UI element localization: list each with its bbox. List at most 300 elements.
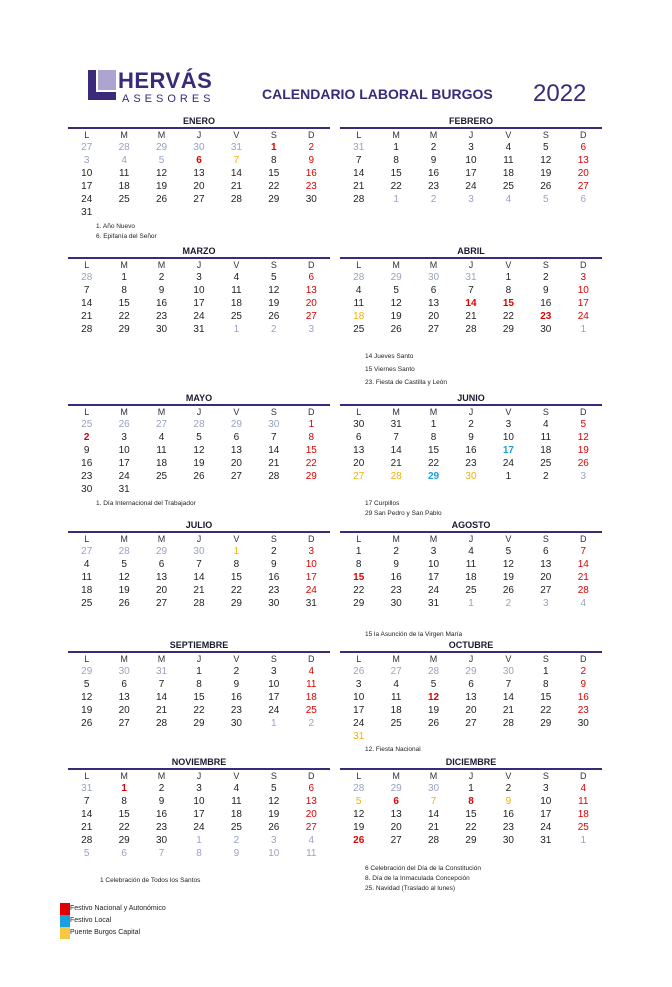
holiday-note: 23. Fiesta de Castilla y León bbox=[365, 379, 448, 386]
week-row bbox=[340, 323, 602, 336]
week-row bbox=[68, 558, 330, 571]
day-cell bbox=[490, 730, 527, 743]
day-cell: 6 bbox=[580, 194, 587, 205]
day-cell: 31 bbox=[230, 142, 242, 153]
weekday-header: D bbox=[308, 654, 315, 664]
day-cell: 28 bbox=[577, 585, 589, 596]
week-row bbox=[68, 180, 330, 193]
day-cell: 23 bbox=[427, 181, 440, 192]
day-cell: 8 bbox=[308, 432, 315, 443]
day-cell: 27 bbox=[81, 142, 93, 153]
day-cell: 14 bbox=[193, 572, 205, 583]
day-cell: 29 bbox=[305, 471, 317, 482]
week-row bbox=[340, 180, 602, 193]
day-cell: 10 bbox=[353, 692, 365, 703]
day-cell: 15 bbox=[230, 572, 242, 583]
day-cell: 5 bbox=[430, 679, 437, 690]
day-cell: 16 bbox=[502, 809, 514, 820]
day-cell: 19 bbox=[577, 445, 589, 456]
day-cell: 5 bbox=[543, 194, 549, 205]
day-cell: 20 bbox=[577, 168, 589, 179]
month-divider bbox=[68, 531, 330, 533]
day-cell: 4 bbox=[468, 546, 474, 557]
week-row bbox=[68, 418, 330, 431]
day-cell: 18 bbox=[502, 168, 514, 179]
holiday-note: 15 Viernes Santo bbox=[365, 366, 415, 373]
day-cell: 29 bbox=[502, 324, 514, 335]
day-cell: 29 bbox=[81, 666, 93, 677]
page-year: 2022 bbox=[533, 80, 587, 107]
day-cell: 11 bbox=[81, 572, 92, 583]
week-row bbox=[68, 795, 330, 808]
weekday-header: M bbox=[429, 260, 438, 270]
weekday-header: J bbox=[468, 654, 474, 664]
month-divider bbox=[68, 127, 330, 129]
month-name: JUNIO bbox=[457, 393, 485, 403]
day-cell: 26 bbox=[193, 471, 205, 482]
day-cell: 31 bbox=[118, 484, 130, 495]
month-febrero bbox=[340, 116, 602, 206]
day-cell: 8 bbox=[121, 285, 127, 296]
day-cell: 14 bbox=[268, 445, 280, 456]
day-cell: 8 bbox=[196, 679, 202, 690]
week-row bbox=[68, 284, 330, 297]
day-cell: 4 bbox=[505, 142, 512, 153]
day-cell: 7 bbox=[271, 432, 277, 443]
weekday-header: M bbox=[429, 654, 438, 664]
day-cell: 29 bbox=[118, 324, 130, 335]
day-cell: 2 bbox=[393, 546, 399, 557]
day-cell: 26 bbox=[81, 718, 93, 729]
holiday-note: 29 San Pedro y San Pablo bbox=[365, 510, 442, 517]
day-cell: 31 bbox=[465, 272, 477, 283]
day-cell: 22 bbox=[305, 458, 317, 469]
day-cell: 2 bbox=[158, 783, 165, 794]
day-cell: 25 bbox=[230, 311, 242, 322]
weekday-header: M bbox=[157, 407, 166, 417]
weekday-header: L bbox=[356, 260, 362, 270]
month-grid bbox=[68, 260, 330, 336]
day-cell: 24 bbox=[427, 585, 440, 596]
day-cell: 23 bbox=[155, 311, 168, 322]
day-cell: 29 bbox=[390, 783, 402, 794]
month-grid bbox=[340, 771, 602, 847]
day-cell: 30 bbox=[268, 598, 280, 609]
day-cell: 5 bbox=[271, 783, 277, 794]
day-cell: 1 bbox=[393, 194, 399, 205]
day-cell: 21 bbox=[353, 181, 365, 192]
day-cell: 25 bbox=[155, 471, 168, 482]
day-cell: 19 bbox=[193, 458, 205, 469]
day-cell: 7 bbox=[158, 848, 165, 859]
day-cell: 25 bbox=[230, 822, 242, 833]
day-cell: 15 bbox=[353, 572, 365, 583]
week-row bbox=[340, 704, 602, 717]
day-cell: 8 bbox=[468, 796, 474, 807]
day-cell: 24 bbox=[118, 471, 130, 482]
weekday-header: M bbox=[157, 130, 166, 140]
day-cell: 21 bbox=[81, 311, 93, 322]
day-cell: 7 bbox=[580, 546, 587, 557]
weekday-header: D bbox=[308, 407, 315, 417]
day-cell: 3 bbox=[543, 598, 549, 609]
day-cell: 13 bbox=[390, 809, 402, 820]
day-cell: 28 bbox=[118, 546, 130, 557]
month-grid bbox=[68, 534, 330, 610]
day-cell: 26 bbox=[155, 194, 168, 205]
day-cell: 11 bbox=[578, 796, 589, 807]
day-cell: 28 bbox=[390, 471, 402, 482]
day-cell: 4 bbox=[233, 783, 240, 794]
weekday-header: V bbox=[233, 534, 240, 544]
day-cell: 1 bbox=[233, 546, 240, 557]
day-cell: 6 bbox=[121, 679, 127, 690]
day-cell: 30 bbox=[155, 324, 168, 335]
day-cell: 3 bbox=[83, 155, 90, 166]
day-cell: 27 bbox=[390, 835, 402, 846]
day-cell: 11 bbox=[390, 692, 402, 703]
weekday-header: V bbox=[233, 771, 240, 781]
day-cell: 7 bbox=[233, 155, 240, 166]
weekday-header: S bbox=[270, 130, 277, 140]
day-cell: 12 bbox=[81, 692, 93, 703]
day-cell bbox=[180, 483, 217, 496]
day-cell: 17 bbox=[305, 572, 317, 583]
month-name: SEPTIEMBRE bbox=[169, 640, 229, 650]
day-cell: 11 bbox=[306, 679, 317, 690]
month-divider bbox=[68, 651, 330, 653]
day-cell: 24 bbox=[540, 822, 552, 833]
month-divider bbox=[340, 768, 602, 770]
month-septiembre bbox=[68, 640, 330, 730]
holiday-notes bbox=[96, 222, 157, 242]
week-row bbox=[340, 717, 602, 730]
day-cell: 4 bbox=[580, 783, 587, 794]
weekday-header: D bbox=[308, 130, 315, 140]
day-cell: 31 bbox=[540, 835, 552, 846]
day-cell: 26 bbox=[390, 324, 402, 335]
day-cell: 14 bbox=[230, 168, 242, 179]
day-cell: 29 bbox=[427, 471, 440, 482]
day-cell: 24 bbox=[465, 181, 477, 192]
day-cell: 16 bbox=[390, 572, 402, 583]
holiday-notes bbox=[365, 352, 447, 388]
day-cell: 29 bbox=[230, 598, 242, 609]
day-cell: 11 bbox=[540, 432, 552, 443]
week-row bbox=[68, 323, 330, 336]
day-cell: 20 bbox=[155, 585, 168, 596]
day-cell: 28 bbox=[353, 783, 365, 794]
day-cell: 30 bbox=[502, 835, 514, 846]
week-row bbox=[340, 141, 602, 154]
day-cell: 3 bbox=[271, 666, 277, 677]
day-cell: 8 bbox=[121, 796, 127, 807]
weekday-header: L bbox=[84, 260, 90, 270]
month-divider bbox=[68, 768, 330, 770]
day-cell: 24 bbox=[502, 458, 514, 469]
week-row bbox=[68, 847, 330, 860]
day-cell: 24 bbox=[577, 311, 589, 322]
week-row bbox=[68, 665, 330, 678]
day-cell: 6 bbox=[430, 285, 437, 296]
day-cell: 4 bbox=[158, 432, 165, 443]
day-cell: 22 bbox=[540, 705, 552, 716]
weekday-header: L bbox=[356, 130, 362, 140]
week-row bbox=[68, 691, 330, 704]
day-cell: 6 bbox=[233, 432, 240, 443]
day-cell: 3 bbox=[580, 471, 587, 482]
day-cell: 9 bbox=[158, 796, 165, 807]
day-cell: 19 bbox=[81, 705, 93, 716]
day-cell: 6 bbox=[543, 546, 549, 557]
day-cell: 27 bbox=[465, 718, 477, 729]
week-row bbox=[68, 444, 330, 457]
week-row bbox=[340, 834, 602, 847]
weekday-header: J bbox=[196, 771, 202, 781]
weekday-header: V bbox=[233, 130, 240, 140]
day-cell: 5 bbox=[355, 796, 362, 807]
legend-label: Puente Burgos Capital bbox=[70, 929, 141, 936]
day-cell: 7 bbox=[83, 796, 90, 807]
day-cell: 22 bbox=[390, 181, 402, 192]
day-cell: 29 bbox=[465, 835, 477, 846]
weekday-header: S bbox=[270, 407, 277, 417]
logo-subtitle: ASESORES bbox=[122, 93, 215, 105]
day-cell: 2 bbox=[83, 432, 90, 443]
day-cell: 19 bbox=[427, 705, 440, 716]
day-cell: 4 bbox=[233, 272, 240, 283]
weekday-header: J bbox=[196, 654, 202, 664]
day-cell: 6 bbox=[308, 783, 315, 794]
day-cell: 19 bbox=[353, 822, 365, 833]
day-cell: 11 bbox=[306, 848, 317, 859]
day-cell: 18 bbox=[465, 572, 477, 583]
week-row bbox=[340, 558, 602, 571]
day-cell: 25 bbox=[353, 324, 365, 335]
day-cell: 5 bbox=[543, 142, 549, 153]
legend-swatch bbox=[60, 927, 70, 939]
day-cell: 12 bbox=[577, 432, 589, 443]
week-row bbox=[68, 717, 330, 730]
day-cell: 24 bbox=[193, 822, 205, 833]
day-cell: 30 bbox=[230, 718, 242, 729]
day-cell: 26 bbox=[268, 822, 280, 833]
day-cell: 3 bbox=[543, 783, 549, 794]
day-cell: 21 bbox=[230, 181, 242, 192]
day-cell: 3 bbox=[271, 835, 277, 846]
week-row bbox=[340, 167, 602, 180]
day-cell: 17 bbox=[427, 572, 440, 583]
day-cell: 27 bbox=[118, 718, 130, 729]
week-row bbox=[340, 310, 602, 323]
day-cell: 2 bbox=[430, 142, 437, 153]
day-cell: 23 bbox=[390, 585, 402, 596]
weekday-header: M bbox=[157, 260, 166, 270]
month-marzo bbox=[68, 246, 330, 336]
weekday-header: M bbox=[120, 654, 128, 664]
day-cell: 1 bbox=[233, 324, 240, 335]
day-cell: 21 bbox=[81, 822, 93, 833]
holiday-notes bbox=[100, 876, 200, 886]
day-cell: 5 bbox=[83, 848, 90, 859]
day-cell bbox=[377, 730, 414, 743]
weekday-header: M bbox=[120, 771, 128, 781]
day-cell: 9 bbox=[430, 155, 437, 166]
day-cell: 23 bbox=[230, 705, 242, 716]
day-cell: 21 bbox=[390, 458, 402, 469]
day-cell: 3 bbox=[308, 546, 315, 557]
legend-item bbox=[60, 915, 166, 927]
month-grid bbox=[68, 130, 330, 219]
day-cell: 10 bbox=[193, 285, 205, 296]
day-cell: 24 bbox=[305, 585, 317, 596]
weekday-header: M bbox=[157, 534, 166, 544]
day-cell: 25 bbox=[465, 585, 477, 596]
weekday-header: M bbox=[429, 771, 438, 781]
day-cell: 7 bbox=[196, 559, 202, 570]
day-cell: 7 bbox=[393, 432, 399, 443]
day-cell: 5 bbox=[580, 419, 587, 430]
day-cell: 23 bbox=[268, 585, 280, 596]
day-cell: 29 bbox=[353, 598, 365, 609]
day-cell: 5 bbox=[271, 272, 277, 283]
day-cell: 23 bbox=[155, 822, 168, 833]
day-cell: 11 bbox=[353, 298, 364, 309]
day-cell: 30 bbox=[465, 471, 477, 482]
day-cell: 28 bbox=[353, 272, 365, 283]
weekday-header: L bbox=[356, 534, 362, 544]
day-cell bbox=[143, 483, 180, 496]
day-cell: 31 bbox=[81, 783, 93, 794]
day-cell: 15 bbox=[305, 445, 317, 456]
day-cell: 5 bbox=[393, 285, 399, 296]
day-cell: 10 bbox=[465, 155, 477, 166]
weekday-header: J bbox=[468, 407, 474, 417]
day-cell: 11 bbox=[231, 285, 242, 296]
day-cell: 9 bbox=[505, 796, 512, 807]
weekday-header: J bbox=[196, 260, 202, 270]
weekday-header: J bbox=[196, 534, 202, 544]
day-cell: 1 bbox=[580, 324, 587, 335]
day-cell: 21 bbox=[268, 458, 280, 469]
week-row bbox=[68, 271, 330, 284]
week-row bbox=[340, 730, 602, 743]
weekday-header: V bbox=[505, 130, 512, 140]
day-cell: 24 bbox=[193, 311, 205, 322]
day-cell: 14 bbox=[390, 445, 402, 456]
weekday-header: L bbox=[356, 654, 362, 664]
day-cell: 30 bbox=[502, 666, 514, 677]
logo-name: HERVÁS bbox=[118, 68, 213, 93]
day-cell: 17 bbox=[193, 809, 205, 820]
month-name: AGOSTO bbox=[451, 520, 491, 530]
day-cell: 20 bbox=[305, 809, 317, 820]
day-cell: 25 bbox=[390, 718, 402, 729]
day-cell: 25 bbox=[540, 458, 552, 469]
month-grid bbox=[340, 654, 602, 743]
day-cell: 22 bbox=[353, 585, 365, 596]
weekday-header: L bbox=[84, 654, 90, 664]
day-cell: 2 bbox=[580, 666, 587, 677]
day-cell: 30 bbox=[427, 783, 440, 794]
day-cell: 16 bbox=[230, 692, 242, 703]
day-cell: 17 bbox=[193, 298, 205, 309]
day-cell: 31 bbox=[390, 419, 402, 430]
day-cell: 19 bbox=[118, 585, 130, 596]
day-cell: 1 bbox=[430, 419, 437, 430]
day-cell: 24 bbox=[81, 194, 93, 205]
day-cell: 14 bbox=[155, 692, 168, 703]
month-divider bbox=[340, 257, 602, 259]
day-cell: 19 bbox=[540, 168, 552, 179]
month-name: MARZO bbox=[182, 246, 216, 256]
weekday-header: J bbox=[196, 407, 202, 417]
day-cell: 25 bbox=[305, 705, 317, 716]
day-cell: 10 bbox=[427, 559, 440, 570]
day-cell: 20 bbox=[390, 822, 402, 833]
day-cell: 11 bbox=[503, 155, 514, 166]
month-noviembre bbox=[68, 757, 330, 860]
day-cell: 8 bbox=[430, 432, 437, 443]
day-cell: 4 bbox=[308, 666, 315, 677]
week-row bbox=[68, 206, 330, 219]
holiday-notes bbox=[365, 499, 442, 519]
day-cell: 15 bbox=[427, 445, 440, 456]
day-cell: 29 bbox=[193, 718, 205, 729]
weekday-header: D bbox=[580, 654, 587, 664]
day-cell: 13 bbox=[230, 445, 242, 456]
week-row bbox=[340, 665, 602, 678]
week-row bbox=[68, 678, 330, 691]
day-cell: 30 bbox=[577, 718, 589, 729]
weekday-header: D bbox=[580, 260, 587, 270]
day-cell: 1 bbox=[393, 142, 399, 153]
day-cell: 18 bbox=[577, 809, 589, 820]
day-cell: 13 bbox=[427, 298, 440, 309]
day-cell: 11 bbox=[465, 559, 477, 570]
month-grid bbox=[340, 407, 602, 483]
day-cell: 1 bbox=[580, 835, 587, 846]
day-cell: 20 bbox=[305, 298, 317, 309]
day-cell: 13 bbox=[193, 168, 205, 179]
day-cell: 13 bbox=[353, 445, 365, 456]
day-cell: 13 bbox=[118, 692, 130, 703]
weekday-header: V bbox=[505, 771, 512, 781]
day-cell: 4 bbox=[580, 598, 587, 609]
day-cell: 30 bbox=[155, 835, 168, 846]
day-cell: 27 bbox=[390, 666, 402, 677]
day-cell: 10 bbox=[268, 848, 280, 859]
day-cell: 1 bbox=[121, 272, 127, 283]
weekday-header: J bbox=[196, 130, 202, 140]
day-cell: 16 bbox=[81, 458, 93, 469]
day-cell: 16 bbox=[155, 298, 168, 309]
month-name: JULIO bbox=[185, 520, 213, 530]
day-cell: 19 bbox=[268, 809, 280, 820]
day-cell: 1 bbox=[196, 835, 202, 846]
day-cell: 2 bbox=[308, 142, 315, 153]
day-cell: 6 bbox=[196, 155, 202, 166]
week-row bbox=[68, 584, 330, 597]
day-cell: 28 bbox=[427, 666, 440, 677]
day-cell: 9 bbox=[233, 679, 240, 690]
day-cell: 30 bbox=[427, 272, 440, 283]
day-cell: 20 bbox=[353, 458, 365, 469]
day-cell: 13 bbox=[305, 285, 317, 296]
weekday-header: M bbox=[392, 130, 400, 140]
day-cell: 1 bbox=[121, 783, 127, 794]
day-cell: 14 bbox=[427, 809, 440, 820]
